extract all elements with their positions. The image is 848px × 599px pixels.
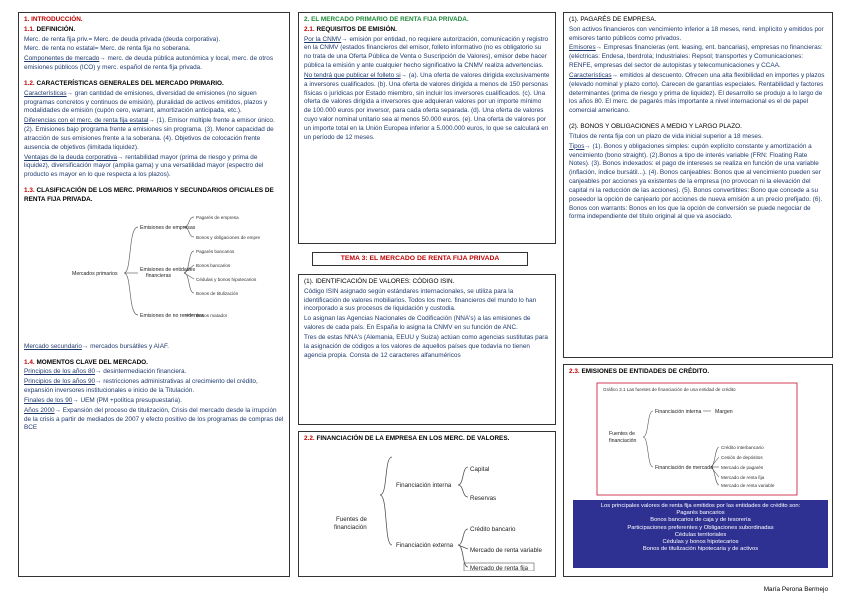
text: No tendrá que publicar el folleto si→ (a). Una oferta de valores dirigida exclusivamente a inversores cualificados. (b). Una oferta de valores dirigida a menos de 150 personas físicas o jurídicas por Estado miembro, sin incluir los inversores cualificados. (c). Una oferta de valores dirigida a inversores que adquieran valores por un importe mínimo de 100.000 euros por inversor, para cada oferta separada. (d). Una oferta de valores cuyo valor nominal unitario sea al menos 50.000 euros. (e). Una oferta de valores por un importe total en la Unión Europea inferior a 5.000.000 euros, lo que se calculará en un período de 12 meses. [304,71,550,141]
diagram-branch: Emisiones de empresas [140,224,196,231]
grafico-fuentes-diagram [569,381,827,499]
diagram-item: Pagarés bancarios [196,248,235,254]
grafico-item: Crédito interbancario [721,444,764,450]
blue-line: Cédulas territoriales [674,531,727,538]
grafico-item: Mercado de pagarés [721,464,764,470]
heading-financiacion: 2.2. FINANCIACIÓN DE LA EMPRESA EN LOS MERC. DE VALORES. [304,435,510,442]
fin-item: Mercado de renta variable [470,546,542,554]
diagram-branch: financieras [146,272,172,279]
heading-clasificacion: 1.3. CLASIFICACIÓN DE LOS MERC. PRIMARIOS Y SECUNDARIOS OFICIALES DE RENTA FIJA PRIVADA. [24,187,274,203]
author: María Perona Bermejo [763,586,828,593]
text: Merc. de renta fija priv.= Merc. de deuda privada (deuda corporativa). [24,35,221,43]
tema-title: TEMA 3: EL MERCADO DE RENTA FIJA PRIVADA [312,252,528,266]
text: Lo asignan las Agencias Nacionales de Codificación (NNA's) a las emisiones de valores de cada país. En España lo asigna la CNMV en su función de ANC. [304,315,531,332]
text: Características→ gran cantidad de emisiones, diversidad de emisiones (no siguen programas concretos y continuos de emisión), pluralidad de activos emitidos, plazos y modalidades de emisión (cupón cero, warrant, amortización anticipada, etc.). [24,89,268,115]
grafico-root: Fuentes de [609,430,635,437]
diagram-item: Bonos y obligaciones de empre [196,234,261,240]
fin-root: Fuentes de [336,515,367,523]
valores-entidades-credito-box [573,500,828,568]
diagram-root: Mercados primarios [72,270,118,277]
text: Principios de los años 80→ desintermediación financiera. [24,368,187,376]
text: Son activos financieros con vencimiento inferior a 18 meses, rend. implícito y emitidos por emisores tanto públicos como privados. [569,25,824,42]
grafico-root: financiación [609,437,637,444]
grafico-item: Mercado de renta fija [721,474,765,480]
text: Principios de los años 90→ restricciones administrativas al crecimiento del crédito, expansión inversores institucionales e inicio de la Titulación. [24,378,258,395]
fin-branch: Financiación externa [396,541,454,549]
heading-caracteristicas: 1.2. CARACTERÍSTICAS GENERALES DEL MERCADO PRIMARIO. [24,79,224,87]
fin-item: Crédito bancario [470,525,516,533]
heading-requisitos: 2.1. REQUISITOS DE EMISIÓN. [304,25,397,33]
diagram-branch: Emisiones de entidades [140,266,196,273]
blue-line: Cédulas y bonos hipotecarios [662,539,739,546]
grafico-branch: Financiación interna [655,408,702,415]
fin-branch: Financiación interna [396,481,452,489]
diagram-branch: Emisiones de no residentes [140,312,204,319]
grafico-item: Mercado de renta variable [721,482,775,488]
diagram-item: Bonos bancarios [196,262,231,268]
diagram-item: Pagarés de empresa [196,214,239,220]
grafico-item: Cesión de depósitos [721,454,763,460]
blue-line: Bonos de titulización hipotecaria y de activos [642,546,759,553]
fin-item: Mercado de renta fija [470,564,529,571]
blue-line: Participaciones preferentes y Obligaciones subordinadas [627,524,774,531]
grafico-title: Gráfico 3.1 Las fuentes de financiación de una entidad de crédito [603,386,736,392]
text: Emisores→ Empresas financieras (ent. leasing, ent. bancarias), empresas no financieras: (eléctricas: Endesa, Iberdrola; Industriales: Repsol; transportes y Comunicaciones: RENFE, empresas del sector de autopistas y telecomunicaciones y CCAA. [569,44,823,70]
diagram-item: Bonos matador [196,312,228,318]
blue-line: Bonos bancarios de caja y de tesorería [650,517,751,524]
fin-item: Capital [470,465,490,473]
heading-isin: (1). IDENTIFICACIÓN DE VALORES: CÓDIGO ISIN. [304,278,455,285]
text: Mercado secundario→ mercados bursátiles y AIAF. [24,342,169,350]
heading-bonos: (2). BONOS Y OBLIGACIONES A MEDIO Y LARGO PLAZO. [569,123,742,131]
text: Componentes de mercado→ merc. de deuda pública autonómica y local, merc. de otros emisiones públicos (ICO) y merc. español de renta fija privada. [24,55,274,72]
fin-item: Reservas [470,494,497,502]
section-isin [298,274,556,425]
section-pagares-bonos [563,12,833,358]
blue-line: Pagarés bancarios [676,510,725,517]
grafico-item: Margen [715,408,733,415]
text: Tipos→ (1). Bonos y obligaciones simples: cupón explícito constante y amortización a vencimiento (bono straight). (2).Bonos a tipo de interés variable (FRN: Floating Rate Notes). (3). Bonos indexados: el pago de intereses se realiza en función de una variable (inflación, índice bursátil...). (4). Bonos canjeables: Bonos que al vencimiento pueden ser canjeables por acciones ya existentes de la empresa (no provocan ni la elevación del capital ni la reducción de las acciones). (5). Bonos convertibles: Bono que concede a su poseedor la opción de canjearlo por acciones de nueva emisión a un precio prefijado. (6). Bonos con warrants: Bonos en los que la opción de conversión se puede negociar de forma independiente del título original al que va asociado. [569,142,823,221]
text: Características→ emitidos al descuento. Ofrecen una alta flexibilidad en importes y plazos (elevado nominal y plazo corto). Carecen de garantías especiales. Rentabilidad y factores determinantes (prima de riesgo y prima de liquidez). El desarrollo se produjo a lo largo de los años 80. El merc. de pagarés más importante a nivel internacional es el de papel comercial americano. [569,71,825,115]
text: Años 2000→ Expansión del proceso de titulización, Crisis del mercado desde la irrupción de la crisis a partir de mediados de 2007 y efecto positivo de los programas de compras del BCE [24,406,284,432]
grafico-branch: Financiación de mercado [655,464,713,471]
text: Diferencias con el merc. de renta fija estatal→ (1). Emisor múltiple frente a emisor único. (2). Emisiones bajo programa frente a emisiones sin programa. (3). Menor capacidad de atracción de sus emisiones frente a la soberana. (4). Objetivos de colocación frente ausencia de objetivos (limitada liquidez). [24,117,275,151]
heading-definicion: 1.1. DEFINICIÓN. [24,25,76,33]
heading-pagares: (1). PAGARÉS DE EMPRESA. [569,16,657,23]
text: Finales de los 90→ UEM (PM +política presupuestaria). [24,396,182,404]
heading-introduccion: 1. INTRODUCCIÓN. [24,16,83,23]
heading-mercado-primario: 2. EL MERCADO PRIMARIO DE RENTA FIJA PRIVADA. [304,16,469,23]
financiacion-diagram [304,445,550,571]
diagram-item: Bonos de titulización [196,290,239,296]
diagram-item: Cédulas y bonos hipotecarios [196,276,257,282]
text: Ventajas de la deuda corporativa→ rentabilidad mayor (prima de riesgo y prima de liquidez), diversificación mayor (amplia gama) y una versatilidad mayor (espectro del producto es mayor en lo que respecta a los plazos). [24,153,264,179]
text: Por la CNMV→ emisión por entidad, no requiere autorización, comunicación y registro en la CNMV (estados financieros del emisor, folleto informativo (no es obligatorio su no trata de una Oferta Pública de Venta o Suscripción de Valores), emisor debe hacer pública la emisión y ante cualquier hecho significativo la CNMV realiza advertencias. [304,35,549,70]
text: Código ISIN asignado según estándares internacionales, se utiliza para la identificación de valores mobiliarios. Todos los merc. financieros del mundo lo han incorporado a sus procesos de liquidación y custodia. [304,287,537,313]
text: Títulos de renta fija con un plazo de vida inicial superior a 18 meses. [569,132,763,140]
section-financiacion [298,431,556,577]
mercados-primarios-diagram [24,207,284,339]
text: Merc. de renta no estatal= Merc. de renta fija no soberana. [24,45,191,53]
text: Tres de estas NNA's (Alemania, EEUU y Suiza) actúan como agencias sustitutas para la asignación de códigos a los valores de aquellos países que todavía no tienen agencia propia. Consta de 12 caracteres alfanuméricos [304,333,548,359]
heading-momentos: 1.4. MOMENTOS CLAVE DEL MERCADO. [24,358,148,366]
section-introduccion [18,12,290,577]
blue-line: Los principales valores de renta fija emitidos por las entidades de crédito son: [600,503,801,509]
fin-root: financiación [334,523,367,531]
section-mercado-primario [298,12,556,244]
heading-entidades: 2.3. EMISIONES DE ENTIDADES DE CRÉDITO. [569,368,710,375]
